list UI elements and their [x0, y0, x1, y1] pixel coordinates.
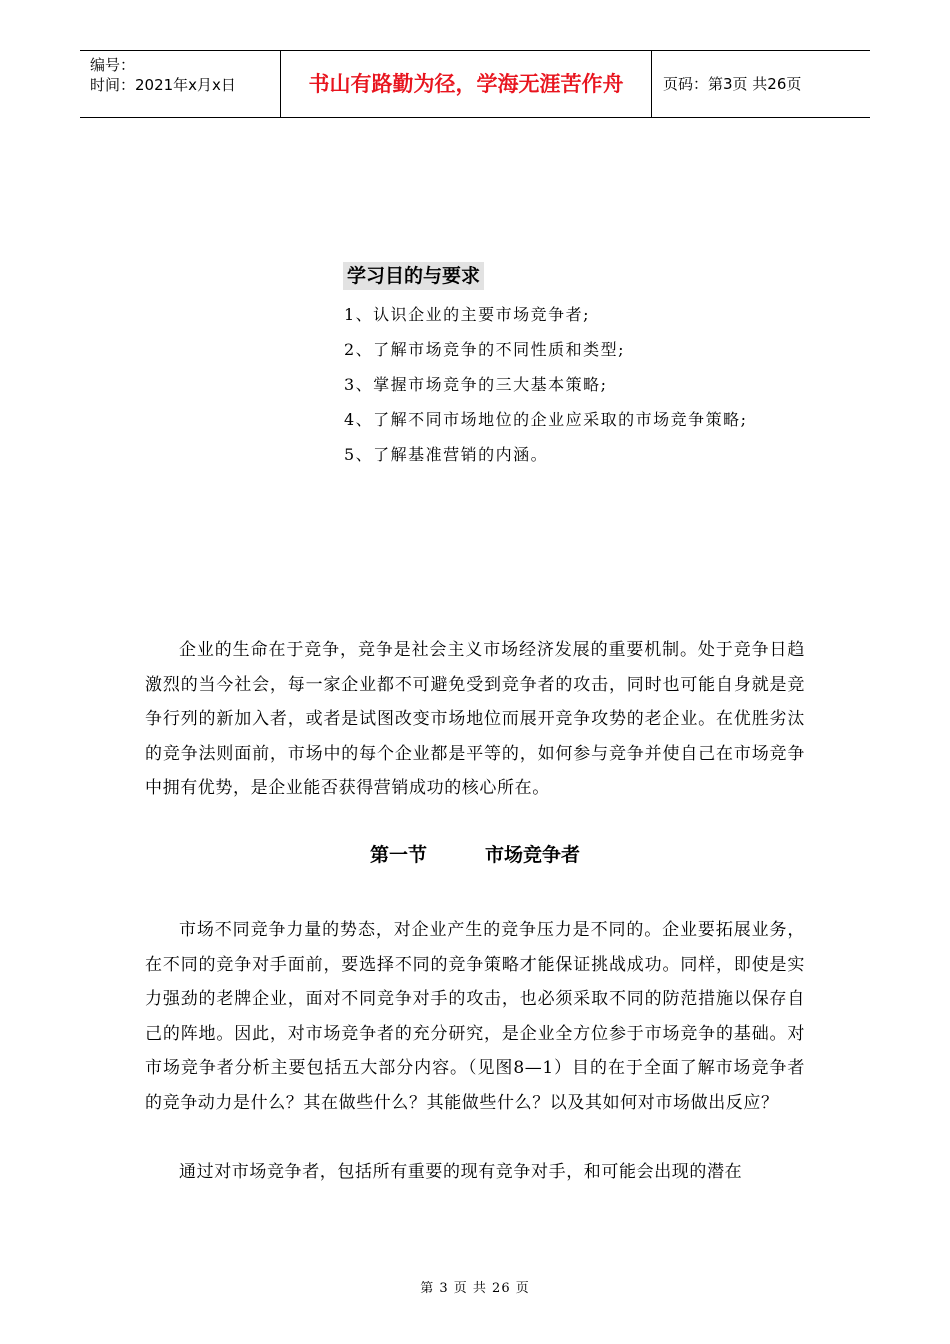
section-heading [0, 840, 950, 870]
page-footer: 第 3 页 共 26 页 [420, 1281, 530, 1296]
header-meta [90, 55, 236, 95]
document-time-label: 时间：2021年x月x日 [90, 76, 236, 94]
objective-item: 5、了解基准营销的内涵。 [344, 445, 549, 464]
objectives-title: 学习目的与要求 [343, 262, 484, 290]
intro-paragraph: 企业的生命在于竞争，竞争是社会主义市场经济发展的重要机制。处于竞争日趋激烈的当今社会，每一家企业都不可避免受到竞争者的攻击，同时也可能自身就是竞争行列的新加入者，或者是试图改变市场地位而展开竞争攻势的老企业。在优胜劣汰的竞争法则面前，市场中的每个企业都是平等的，如何参与竞争并使自己在市场竞争中拥有优势，是企业能否获得营销成功的核心所在。 [145, 640, 805, 798]
body-paragraph: 通过对市场竞争者，包括所有重要的现有竞争对手，和可能会出现的潜在 [179, 1162, 743, 1182]
header-motto: 书山有路勤为径，学海无涯苦作舟 [308, 72, 624, 96]
body-paragraph: 市场不同竞争力量的势态，对企业产生的竞争压力是不同的。企业要拓展业务，在不同的竞争对手面前，要选择不同的竞争策略才能保证挑战成功。同样，即使是实力强劲的老牌企业，面对不同竞争对手的攻击，也必须采取不同的防范措施以保存自己的阵地。因此，对市场竞争者的充分研究，是企业全方位参于市场竞争的基础。对市场竞争者分析主要包括五大部分内容。（见图8—1）目的在于全面了解市场竞争者的竞争动力是什么？其在做些什么？其能做些什么？以及其如何对市场做出反应？ [145, 920, 805, 1113]
objective-item: 2、了解市场竞争的不同性质和类型; [344, 340, 626, 359]
objective-item: 1、认识企业的主要市场竞争者; [344, 305, 591, 324]
objectives-list [344, 302, 748, 477]
objective-item: 3、掌握市场竞争的三大基本策略; [344, 375, 608, 394]
document-number-label: 编号： [90, 56, 136, 74]
header-divider [651, 51, 652, 117]
section-title: 市场竞争者 [485, 844, 581, 866]
objective-item: 4、了解不同市场地位的企业应采取的市场竞争策略; [344, 410, 748, 429]
header-page-info: 页码：第3页 共26页 [663, 75, 802, 93]
section-number: 第一节 [369, 844, 427, 866]
page-header [80, 50, 870, 118]
